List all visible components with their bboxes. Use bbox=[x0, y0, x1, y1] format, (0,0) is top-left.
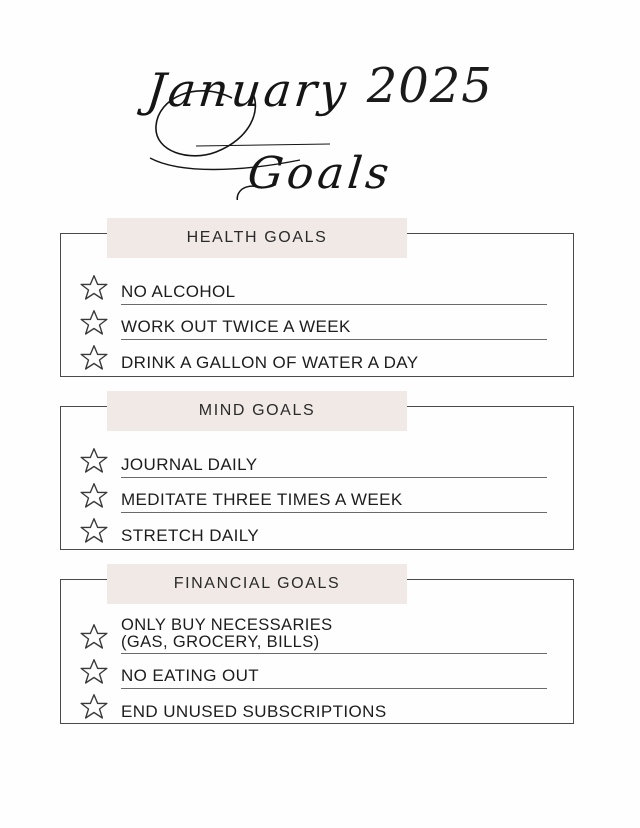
goal-text: STRETCH DAILY bbox=[121, 526, 260, 546]
goal-text: WORK OUT TWICE A WEEK bbox=[121, 317, 351, 337]
goal-text: END UNUSED SUBSCRIPTIONS bbox=[121, 702, 387, 722]
goal-row[interactable] bbox=[61, 443, 573, 478]
goal-line bbox=[121, 491, 547, 513]
star-outline-icon[interactable] bbox=[79, 622, 109, 652]
title-year: 2025 bbox=[366, 58, 493, 114]
star-outline-icon[interactable] bbox=[79, 692, 109, 722]
goal-row[interactable] bbox=[61, 513, 573, 548]
section-banner-financial bbox=[107, 564, 407, 604]
star-outline-icon[interactable] bbox=[79, 446, 109, 476]
goal-text: NO EATING OUT bbox=[121, 666, 260, 686]
goal-row[interactable] bbox=[61, 305, 573, 340]
goal-line bbox=[121, 354, 547, 375]
goal-line bbox=[121, 527, 547, 548]
page-title bbox=[0, 40, 640, 200]
goal-line bbox=[121, 667, 547, 689]
title-goals-word: Goals bbox=[245, 148, 395, 199]
star-outline-icon[interactable] bbox=[79, 481, 109, 511]
star-outline-icon[interactable] bbox=[79, 657, 109, 687]
goal-text: JOURNAL DAILY bbox=[121, 455, 258, 475]
goal-text: DRINK A GALLON OF WATER A DAY bbox=[121, 353, 419, 373]
goal-line bbox=[121, 456, 547, 478]
star-outline-icon[interactable] bbox=[79, 343, 109, 373]
goal-row[interactable] bbox=[61, 270, 573, 305]
goal-text: MEDITATE THREE TIMES A WEEK bbox=[121, 490, 403, 510]
goal-text: ONLY BUY NECESSARIES (GAS, GROCERY, BILLS) bbox=[121, 616, 333, 651]
section-banner-mind bbox=[107, 391, 407, 431]
goal-text: NO ALCOHOL bbox=[121, 282, 236, 302]
goal-row[interactable] bbox=[61, 689, 573, 724]
section-banner-mind-label: MIND GOALS bbox=[198, 402, 316, 419]
section-banner-financial-label: FINANCIAL GOALS bbox=[173, 575, 341, 592]
star-outline-icon[interactable] bbox=[79, 516, 109, 546]
goal-line bbox=[121, 703, 547, 724]
goal-line bbox=[121, 318, 547, 340]
goal-row[interactable] bbox=[61, 478, 573, 513]
title-month: January bbox=[144, 63, 352, 117]
goal-row[interactable] bbox=[61, 340, 573, 375]
section-banner-health bbox=[107, 218, 407, 258]
goal-line bbox=[121, 283, 547, 305]
goal-line bbox=[121, 617, 547, 654]
section-banner-health-label: HEALTH GOALS bbox=[186, 229, 328, 246]
star-outline-icon[interactable] bbox=[79, 273, 109, 303]
goal-row[interactable] bbox=[61, 610, 573, 654]
goal-row[interactable] bbox=[61, 654, 573, 689]
star-outline-icon[interactable] bbox=[79, 308, 109, 338]
